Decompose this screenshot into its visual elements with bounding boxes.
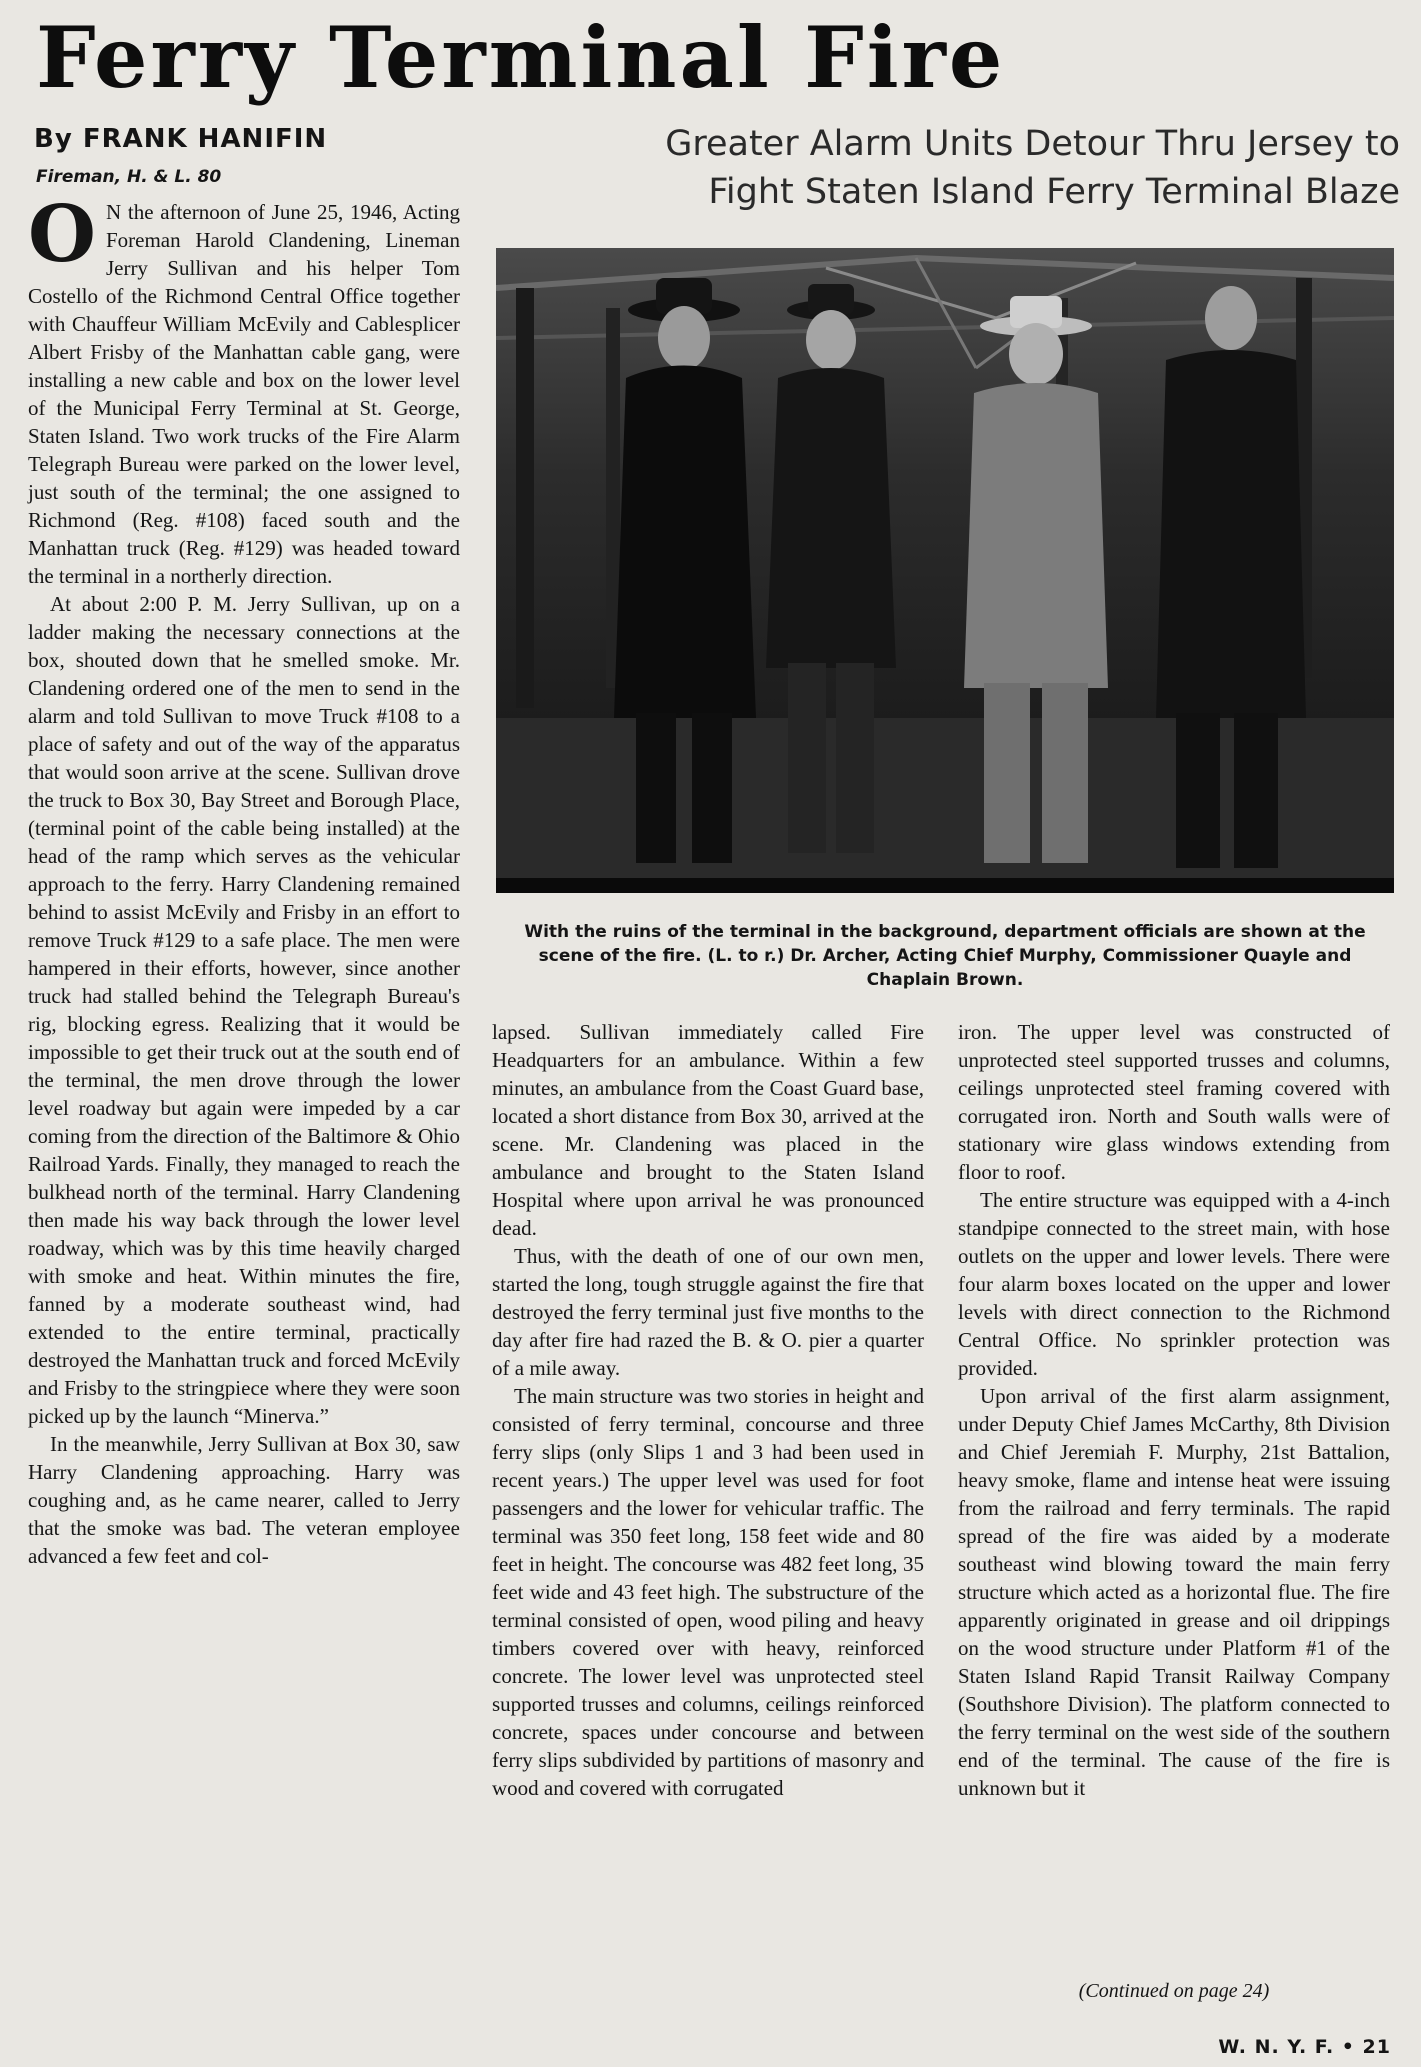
paragraph: N the afternoon of June 25, 1946, Acting Foreman Harold Clandening, Lineman Jerry Sullivan and his helper Tom Costello of the Richmond Central Office together with Chauffeur William McEvily and Cablesplicer Albert Frisby of the Manhattan cable gang, were installing a new cable and box on the lower level of the Municipal Ferry Terminal at St. George, Staten Island. Two work trucks of the Fire Alarm Telegraph Bureau were parked on the lower level, just south of the terminal; the one assigned to Richmond (Reg. #108) faced south and the Manhattan truck (Reg. #129) was headed toward the terminal in a northerly direction. [28, 200, 460, 588]
paragraph: iron. The upper level was constructed of unprotected steel supported trusses and columns, ceilings unprotected steel framing covered with corrugated iron. North and South walls were of stationary wire glass windows extending from floor to roof. [958, 1020, 1390, 1184]
paragraph: Thus, with the death of one of our own men, started the long, tough struggle against the fire that destroyed the ferry terminal just five months to the day after fire had razed the B. & O. pier a quarter of a mile away. [492, 1244, 924, 1380]
paragraph: At about 2:00 P. M. Jerry Sullivan, up on a ladder making the necessary connections at the box, shouted down that he smelled smoke. Mr. Clandening ordered one of the men to send in the alarm and told Sullivan to move Truck #108 to a place of safety and out of the way of the apparatus that would soon arrive at the scene. Sullivan drove the truck to Box 30, Bay Street and Borough Place, (terminal point of the cable being installed) at the head of the ramp which serves as the vehicular approach to the ferry. Harry Clandening remained behind to assist McEvily and Frisby in an effort to remove Truck #129 to a safe place. The men were hampered in their efforts, however, since another truck had stalled behind the Telegraph Bureau's rig, blocking egress. Realizing that it would be impossible to get their truck out at the south end of the terminal, the men drove through the lower level roadway but again were impeded by a car coming from the direction of the Baltimore & Ohio Railroad Yards. Finally, they managed to reach the bulkhead north of the terminal. Harry Clandening then made his way back through the lower level roadway, which was by this time heavily charged with smoke and heat. Within minutes the fire, fanned by a moderate southeast wind, had extended to the entire terminal, practically destroyed the Manhattan truck and forced McEvily and Frisby to the stringpiece where they were soon picked up by the launch “Minerva.” [28, 592, 460, 1428]
article-subtitle: Greater Alarm Units Detour Thru Jersey to Fight Staten Island Ferry Terminal Blaze [665, 124, 1400, 212]
paragraph: In the meanwhile, Jerry Sullivan at Box 30, saw Harry Clandening approaching. Harry was coughing and, as he came nearer, called to Jerry that the smoke was bad. The veteran employee advanced a few feet and col- [28, 1432, 460, 1568]
article-column-1 [28, 189, 460, 1570]
page-folio: W. N. Y. F. • 21 [1218, 2036, 1391, 2058]
paragraph: Upon arrival of the first alarm assignment, under Deputy Chief James McCarthy, 8th Division and Chief Jeremiah F. Murphy, 21st Battalion, heavy smoke, flame and intense heat were issuing from the railroad and ferry terminals. The rapid spread of the fire was aided by a moderate southeast wind blowing toward the main ferry structure which acted as a horizontal flue. The fire apparently originated in grease and oil drippings on the wood structure under Platform #1 of the Staten Island Rapid Transit Railway Company (Southshore Division). The platform connected to the ferry terminal on the west side of the southern end of the terminal. The cause of the fire is unknown but it [958, 1384, 1390, 1800]
drop-cap: O [28, 189, 96, 280]
scene-photo [496, 248, 1394, 893]
byline: By FRANK HANIFIN [34, 124, 328, 154]
continued-note: (Continued on page 24) [1078, 1980, 1270, 2002]
photo-caption: With the ruins of the terminal in the background, department officials are shown at the scene of the fire. (L. to r.) Dr. Archer, Acting Chief Murphy, Commissioner Quayle and Chaplain Brown. [524, 922, 1366, 990]
paragraph: The entire structure was equipped with a 4-inch standpipe connected to the street main, with hose outlets on the upper and lower levels. There were four alarm boxes located on the upper and lower levels with direct connection to the Richmond Central Office. No sprinkler protection was provided. [958, 1188, 1390, 1380]
byline-role: Fireman, H. & L. 80 [36, 167, 222, 187]
article-title: Ferry Terminal Fire [36, 8, 1006, 107]
officials-at-ruins-photo [496, 248, 1394, 893]
paragraph: lapsed. Sullivan immediately called Fire Headquarters for an ambulance. Within a few minutes, an ambulance from the Coast Guard base, located a short distance from Box 30, arrived at the scene. Mr. Clandening was placed in the ambulance and brought to the Staten Island Hospital where upon arrival he was pronounced dead. [492, 1020, 924, 1240]
paragraph: The main structure was two stories in height and consisted of ferry terminal, concourse and three ferry slips (only Slips 1 and 3 had been used in recent years.) The upper level was used for foot passengers and the lower for vehicular traffic. The terminal was 350 feet long, 158 feet wide and 80 feet in height. The concourse was 482 feet long, 35 feet wide and 43 feet high. The substructure of the terminal consisted of open, wood piling and heavy timbers covered over with heavy, reinforced concrete. The lower level was unprotected steel supported trusses and columns, ceilings reinforced concrete, spaces under concourse and between ferry slips subdivided by partitions of masonry and wood and covered with corrugated [492, 1384, 924, 1800]
article-column-3 [958, 1018, 1390, 1802]
article-column-2 [492, 1018, 924, 1802]
